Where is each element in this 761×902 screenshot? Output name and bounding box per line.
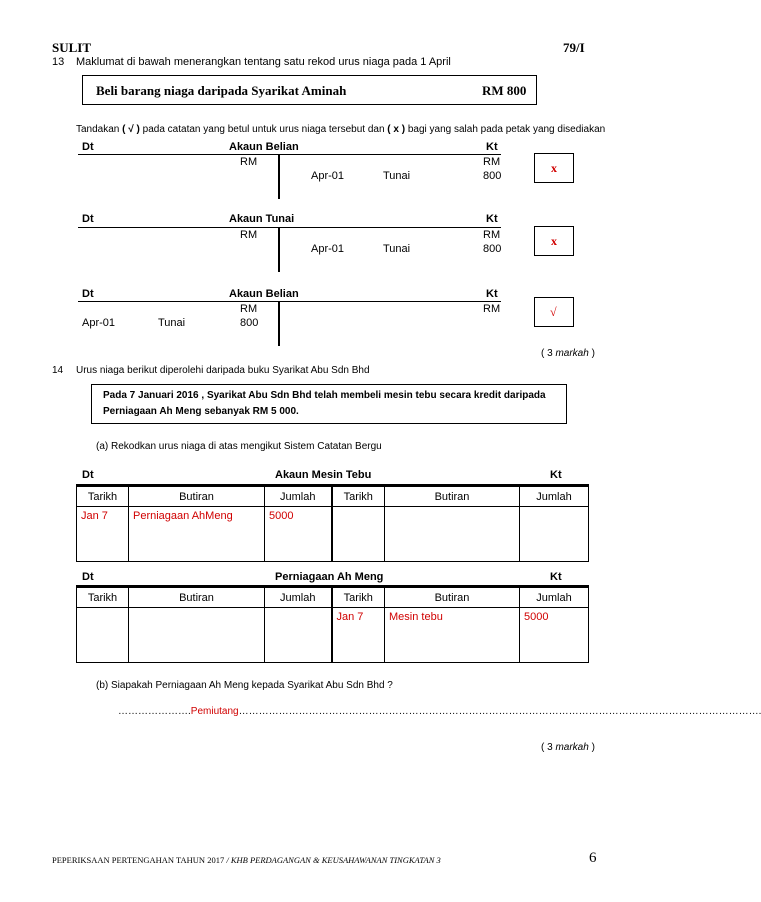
t-account-3-vertical-line xyxy=(278,301,280,346)
t-account-3-left-amount: 800 xyxy=(240,317,259,329)
t-account-1-answer-box[interactable] xyxy=(534,153,574,183)
q13-marks-post: ) xyxy=(588,348,595,359)
q14-transaction-box xyxy=(91,384,567,424)
ledger-2-cell-butiran-left xyxy=(129,608,265,663)
q14-marks-pre: ( 3 xyxy=(541,742,556,753)
question-14-number: 14 xyxy=(52,365,64,376)
t-account-1-rm-left: RM xyxy=(240,156,258,168)
ledger-1-cell-butiran-right xyxy=(385,507,520,562)
q13-marks xyxy=(541,348,595,359)
ledger-2-header-jumlah-right: Jumlah xyxy=(520,587,589,608)
t-account-2-rm-left: RM xyxy=(240,229,258,241)
q13-instruction-pre: Tandakan xyxy=(76,124,123,135)
ledger-2-header-butiran-right: Butiran xyxy=(385,587,520,608)
ledger-1-kt: Kt xyxy=(550,469,562,481)
header-paper-code: 79/I xyxy=(563,40,585,55)
t-account-3-rm-left: RM xyxy=(240,303,258,315)
t-account-3-left-date: Apr-01 xyxy=(82,317,116,329)
ledger-2-header-jumlah-left: Jumlah xyxy=(265,587,332,608)
header-sulit: SULIT xyxy=(52,40,92,55)
t-account-1-horizontal-line xyxy=(78,154,501,155)
question-13-number: 13 xyxy=(52,56,65,68)
ledger-2-table xyxy=(76,585,589,663)
q13-instruction-post: bagi yang salah pada petak yang disediakan xyxy=(405,124,606,135)
q14-marks-post: ) xyxy=(588,742,595,753)
t-account-1-rm-right: RM xyxy=(483,156,501,168)
q13-instruction-x: ( x ) xyxy=(387,124,406,135)
ledger-1-title: Akaun Mesin Tebu xyxy=(275,469,372,481)
t-account-1-right-desc: Tunai xyxy=(383,170,411,182)
ledger-1-cell-butiran-left: Perniagaan AhMeng xyxy=(129,507,265,562)
q13-transaction-box xyxy=(82,75,537,105)
t-account-2-kt: Kt xyxy=(486,213,498,225)
t-account-3-kt: Kt xyxy=(486,288,498,300)
q13-instruction-mid: pada catatan yang betul untuk urus niaga tersebut dan xyxy=(139,124,388,135)
t-account-2-answer: x xyxy=(551,234,557,248)
ledger-2-cell-jumlah-right: 5000 xyxy=(520,608,589,663)
ledger-1-header-butiran-left: Butiran xyxy=(129,486,265,507)
ledger-2-cell-tarikh-left xyxy=(77,608,129,663)
q14-part-b: (b) Siapakah Perniagaan Ah Meng kepada Syarikat Abu Sdn Bhd ? xyxy=(96,680,393,691)
ledger-1-header-jumlah-right: Jumlah xyxy=(520,486,589,507)
footer-subject: / KHB PERDAGANGAN & KEUSAHAWANAN TINGKATAN 3 xyxy=(224,855,441,865)
q13-instruction-tick: ( √ ) xyxy=(122,124,140,135)
t-account-1-kt: Kt xyxy=(486,141,498,153)
t-account-3-dt: Dt xyxy=(82,288,94,300)
ledger-2-header-butiran-left: Butiran xyxy=(129,587,265,608)
q14-transaction-line-1: Pada 7 Januari 2016 , Syarikat Abu Sdn Bhd telah membeli mesin tebu secara kredit daripada xyxy=(103,390,546,401)
ledger-2-cell-tarikh-right: Jan 7 xyxy=(332,608,385,663)
t-account-2-dt: Dt xyxy=(82,213,94,225)
question-14-text: Urus niaga berikut diperolehi daripada buku Syarikat Abu Sdn Bhd xyxy=(76,365,370,376)
q13-instruction xyxy=(76,124,605,135)
t-account-2-vertical-line xyxy=(278,227,280,272)
q14-marks xyxy=(541,742,595,753)
t-account-1-title: Akaun Belian xyxy=(229,141,299,153)
q13-transaction-amount: RM 800 xyxy=(482,83,527,98)
ledger-2-cell-butiran-right: Mesin tebu xyxy=(385,608,520,663)
t-account-1-right-amount: 800 xyxy=(483,170,502,182)
q14-transaction-line-2: Perniagaan Ah Meng sebanyak RM 5 000. xyxy=(103,406,299,417)
q14-part-a: (a) Rekodkan urus niaga di atas mengikut Sistem Catatan Bergu xyxy=(96,441,382,452)
q14-answer-line[interactable] xyxy=(118,706,761,717)
ledger-2-dt: Dt xyxy=(82,571,94,583)
ledger-1-cell-tarikh-right xyxy=(332,507,385,562)
q14-answer-text: Pemiutang xyxy=(190,706,239,717)
ledger-1-cell-jumlah-right xyxy=(520,507,589,562)
t-account-1-vertical-line xyxy=(278,154,280,199)
ledger-1-header-butiran-right: Butiran xyxy=(385,486,520,507)
t-account-2-rm-right: RM xyxy=(483,229,501,241)
ledger-2-cell-jumlah-left xyxy=(265,608,332,663)
t-account-2-right-amount: 800 xyxy=(483,243,502,255)
t-account-3-title: Akaun Belian xyxy=(229,288,299,300)
ledger-1-cell-jumlah-left: 5000 xyxy=(265,507,332,562)
t-account-2-answer-box[interactable] xyxy=(534,226,574,256)
t-account-3-horizontal-line xyxy=(78,301,501,302)
q14-answer-leader: …………………. xyxy=(118,706,191,717)
ledger-2-header-tarikh-left: Tarikh xyxy=(77,587,129,608)
q14-answer-trail: …………………………………………………………………………………………………………………………………………. xyxy=(238,706,761,717)
footer-page-number: 6 xyxy=(589,850,597,866)
t-account-3-left-desc: Tunai xyxy=(158,317,186,329)
ledger-1-header-tarikh-right: Tarikh xyxy=(332,486,385,507)
t-account-1-right-date: Apr-01 xyxy=(311,170,345,182)
t-account-2-horizontal-line xyxy=(78,227,501,228)
question-13-text: Maklumat di bawah menerangkan tentang satu rekod urus niaga pada 1 April xyxy=(76,56,451,68)
t-account-3-rm-right: RM xyxy=(483,303,501,315)
ledger-1-dt: Dt xyxy=(82,469,94,481)
ledger-2-kt: Kt xyxy=(550,571,562,583)
q13-marks-word: markah xyxy=(555,348,589,359)
t-account-3-answer-box[interactable] xyxy=(534,297,574,327)
ledger-2-header-tarikh-right: Tarikh xyxy=(332,587,385,608)
t-account-3-answer: √ xyxy=(550,305,557,319)
footer-text xyxy=(52,855,441,865)
ledger-1-header-tarikh-left: Tarikh xyxy=(77,486,129,507)
t-account-2-right-date: Apr-01 xyxy=(311,243,345,255)
ledger-1-table xyxy=(76,484,589,562)
q14-marks-word: markah xyxy=(555,742,589,753)
footer-exam-title: PEPERIKSAAN PERTENGAHAN TAHUN 2017 xyxy=(52,855,225,865)
t-account-1-dt: Dt xyxy=(82,141,94,153)
t-account-2-title: Akaun Tunai xyxy=(229,213,295,225)
ledger-1-cell-tarikh-left: Jan 7 xyxy=(77,507,129,562)
t-account-1-answer: x xyxy=(551,161,557,175)
ledger-1-header-jumlah-left: Jumlah xyxy=(265,486,332,507)
ledger-2-title: Perniagaan Ah Meng xyxy=(275,571,384,583)
q13-marks-pre: ( 3 xyxy=(541,348,556,359)
q13-transaction-text: Beli barang niaga daripada Syarikat Aminah xyxy=(96,83,347,98)
t-account-2-right-desc: Tunai xyxy=(383,243,411,255)
